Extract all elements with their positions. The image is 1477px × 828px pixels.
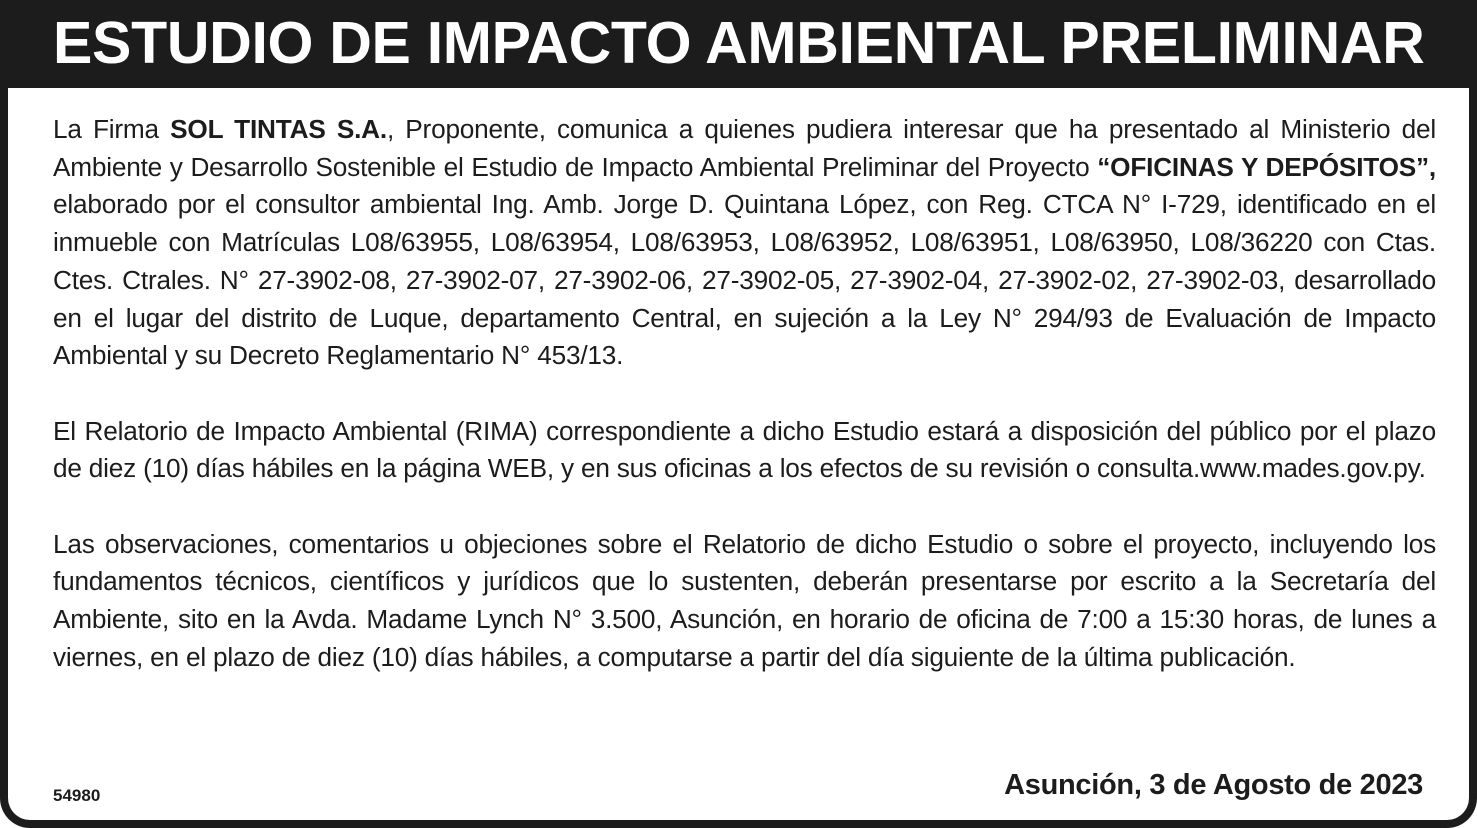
paragraph-part2: , Proponente, comunica a quienes pudiera interesar que ha presentado al Ministerio del Ambiente y Desarrollo Sostenible el Estudio de Impacto Ambiental Preliminar del Proyecto bbox=[53, 114, 1437, 182]
company-name: SOL TINTAS S.A. bbox=[170, 114, 387, 144]
publication-date: Asunción, 3 de Agosto de 2023 bbox=[1004, 769, 1423, 801]
paragraph-observations: Las observaciones, comentarios u objeciones sobre el Relatorio de dicho Estudio o sobre el proyecto, incluyendo los fundamentos técnicos, científicos y jurídicos que lo sustenten, deberán presentarse por escrito a la Secretaría del Ambiente, sito en la Avda. Madame Lynch N° 3.500, Asunción, en horario de oficina de 7:00 a 15:30 horas, de lunes a viernes, en el plazo de diez (10) días hábiles, a computarse a partir del día siguiente de la última publicación. bbox=[53, 528, 1436, 672]
paragraph-intro: La Firma bbox=[53, 114, 171, 144]
header-bar bbox=[8, 0, 1477, 88]
publication-code: 54980 bbox=[53, 786, 101, 805]
notice-title: ESTUDIO DE IMPACTO AMBIENTAL PRELIMINAR bbox=[53, 10, 1425, 76]
notice-body bbox=[53, 111, 1436, 677]
project-name: “OFICINAS Y DEPÓSITOS”, bbox=[1097, 151, 1437, 182]
paragraph-rima: El Relatorio de Impacto Ambiental (RIMA) correspondiente a dicho Estudio estará a disposición del público por el plazo de diez (10) días hábiles en la página WEB, y en sus oficinas a los efectos de su revisión o consulta.www.mades.gov.py. bbox=[53, 415, 1436, 484]
paragraph-part3: elaborado por el consultor ambiental Ing. Amb. Jorge D. Quintana López, con Reg. CTCA N° I-729, identificado en el inmueble con Matrículas L08/63955, L08/63954, L08/63953, L08/63952, L08/63951, L08/63950, L08/36220 con Ctas. Ctes. Ctrales. N° 27-3902-08, 27-3902-07, 27-3902-06, 27-3902-05, 27-3902-04, 27-3902-02, 27-3902-03, desarrollado en el lugar del distrito de Luque, departamento Central, en sujeción a la Ley N° 294/93 de Evaluación de Impacto Ambiental y su Decreto Reglamentario N° 453/13. bbox=[53, 189, 1436, 371]
paragraph-proponent bbox=[53, 111, 1436, 375]
